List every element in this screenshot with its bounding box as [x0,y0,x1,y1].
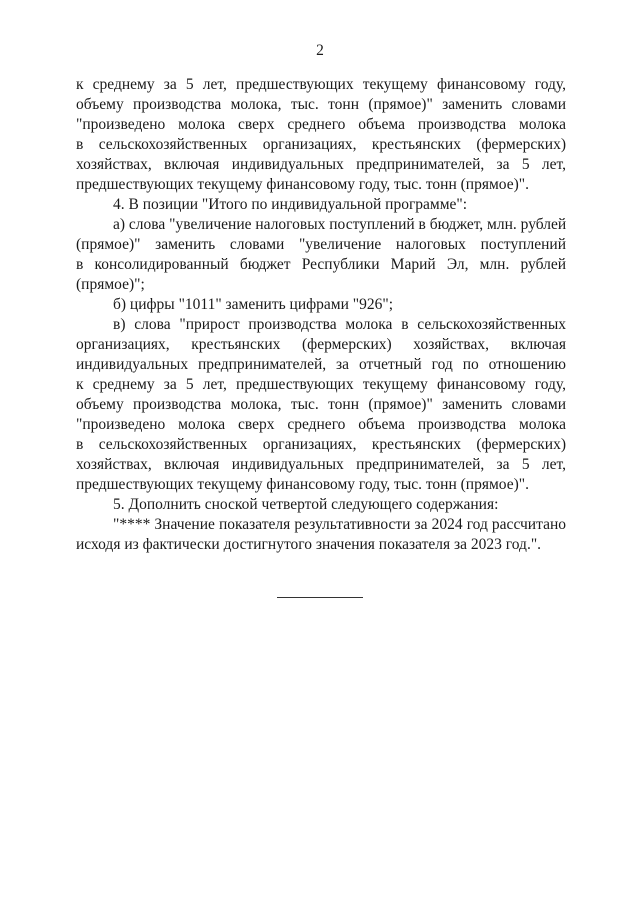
text-line: "произведено молока сверх среднего объема производства молока [76,116,566,133]
text-line: к среднему за 5 лет, предшествующих текущему финансовому году, [76,376,566,393]
text-line: исходя из фактически достигнутого значения показателя за 2023 год.". [76,536,542,553]
text-line: в консолидированный бюджет Республики Марий Эл, млн. рублей [76,256,566,273]
text-line: объему производства молока, тыс. тонн (прямое)" заменить словами [76,96,566,113]
end-separator-line [277,597,363,598]
text-line: 4. В позиции "Итого по индивидуальной программе": [113,196,468,213]
text-line: организациях, крестьянских (фермерских) хозяйствах, включая [76,336,566,353]
text-line: б) цифры "1011" заменить цифрами "926"; [113,296,393,313]
text-line: хозяйствах, включая индивидуальных предпринимателей, за 5 лет, [76,156,566,173]
text-line: (прямое)" заменить словами "увеличение налоговых поступлений [76,236,566,253]
text-line: индивидуальных предпринимателей, за отчетный год по отношению [76,356,566,373]
text-line: (прямое)"; [76,276,145,293]
text-line: 5. Дополнить сноской четвертой следующего содержания: [113,496,499,513]
text-line: хозяйствах, включая индивидуальных предпринимателей, за 5 лет, [76,456,566,473]
text-line: объему производства молока, тыс. тонн (прямое)" заменить словами [76,396,566,413]
text-line: к среднему за 5 лет, предшествующих текущему финансовому году, [76,76,566,93]
document-body [76,75,566,555]
text-line: а) слова "увеличение налоговых поступлений в бюджет, млн. рублей [113,216,566,233]
text-line: в сельскохозяйственных организациях, крестьянских (фермерских) [76,436,566,453]
text-line: "**** Значение показателя результативности за 2024 год рассчитано [113,516,566,533]
text-line: "произведено молока сверх среднего объема производства молока [76,416,566,433]
text-line: в) слова "прирост производства молока в сельскохозяйственных [113,316,566,333]
text-line: предшествующих текущему финансовому году, тыс. тонн (прямое)". [76,176,529,193]
page-number: 2 [316,42,324,59]
text-line: в сельскохозяйственных организациях, крестьянских (фермерских) [76,136,566,153]
text-line: предшествующих текущему финансовому году, тыс. тонн (прямое)". [76,476,529,493]
